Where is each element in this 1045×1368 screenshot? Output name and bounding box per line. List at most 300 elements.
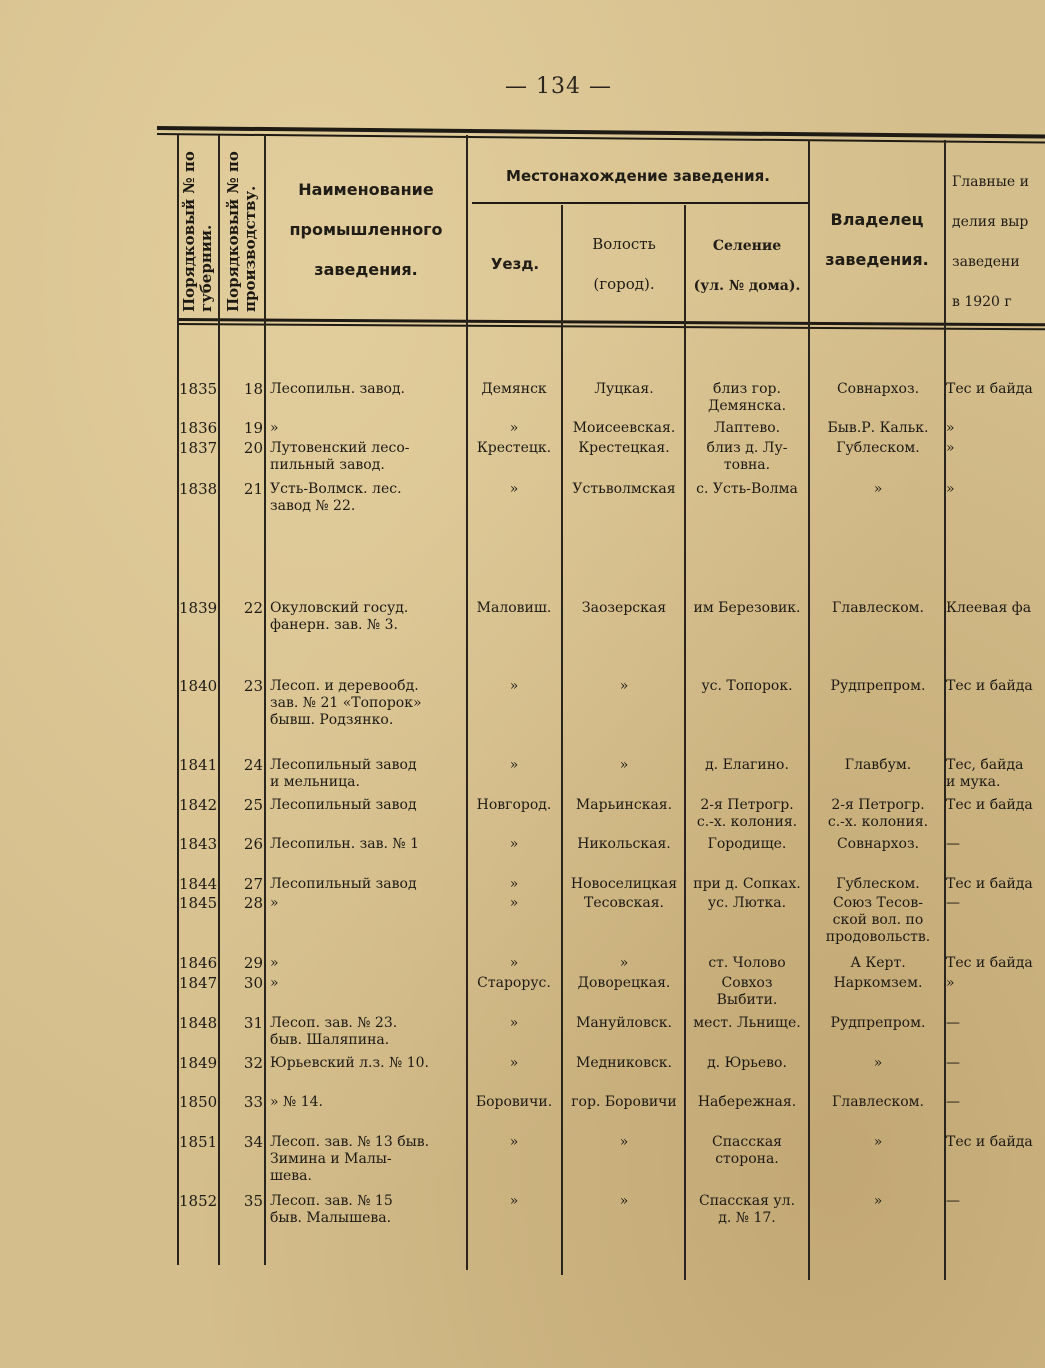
cell-line: 22: [243, 599, 263, 617]
cell-selenie: [684, 481, 810, 498]
cell-line: Боровичи.: [475, 1094, 553, 1110]
header-products-line4: в 1920 г: [952, 294, 1012, 310]
cell-line: д. Елагино.: [705, 757, 789, 773]
cell-line: Лесоп. зав. № 15: [270, 1193, 393, 1209]
cell-line: »: [873, 481, 883, 497]
cell-n1: [179, 955, 221, 972]
cell-line: »: [509, 1015, 519, 1031]
header-volost: [564, 224, 684, 304]
cell-volost: [562, 381, 686, 398]
cell-prod: [946, 836, 1045, 853]
cell-volost: [562, 797, 686, 814]
cell-n1: [179, 1015, 221, 1032]
cell-line: »: [509, 481, 519, 497]
header-col1: [181, 151, 215, 312]
cell-n1: [179, 757, 221, 774]
cell-line: 28: [243, 894, 263, 912]
cell-line: 1842: [179, 796, 218, 814]
cell-line: »: [619, 1134, 629, 1150]
cell-line: 1838: [179, 480, 218, 498]
cell-uezd: [466, 600, 562, 617]
cell-line: быв. Малышева.: [270, 1210, 392, 1226]
cell-n1: [179, 836, 221, 853]
cell-line: Союз Тесов-: [833, 895, 923, 911]
cell-line: Устьволмская: [572, 481, 676, 497]
cell-line: »: [619, 757, 629, 773]
cell-line: 1845: [179, 894, 218, 912]
cell-line: 25: [243, 796, 263, 814]
cell-volost: [562, 1134, 686, 1151]
cell-volost: [562, 1055, 686, 1072]
cell-line: 29: [243, 954, 263, 972]
cell-line: 1851: [179, 1133, 218, 1151]
cell-line: Зимина и Малы-: [270, 1151, 392, 1167]
cell-owner: [810, 1094, 946, 1111]
cell-n1: [179, 876, 221, 893]
cell-uezd: [466, 955, 562, 972]
header-owner: [811, 200, 943, 280]
cell-line: Заозерская: [581, 600, 667, 616]
cell-n2: [221, 757, 263, 774]
cell-owner: [810, 600, 946, 617]
cell-n1: [179, 975, 221, 992]
cell-selenie: [684, 797, 810, 831]
cell-line: Совнархоз.: [836, 381, 920, 397]
cell-line: 20: [243, 439, 263, 457]
cell-line: 32: [243, 1054, 263, 1072]
cell-name: [270, 420, 464, 437]
cell-volost: [562, 678, 686, 695]
cell-line: близ гор.: [713, 381, 781, 397]
cell-line: 31: [243, 1014, 263, 1032]
header-selenie-line1: Селение: [712, 238, 782, 254]
cell-name: [270, 440, 464, 474]
cell-line: Лутовенский лесо-: [270, 440, 410, 456]
cell-line: »: [946, 481, 955, 497]
cell-uezd: [466, 481, 562, 498]
cell-line: 1836: [179, 419, 218, 437]
cell-n1: [179, 678, 221, 695]
cell-owner: [810, 895, 946, 946]
cell-line: Совнархоз.: [836, 836, 920, 852]
cell-line: Новгород.: [476, 797, 552, 813]
cell-line: ской вол. по: [832, 912, 924, 928]
cell-line: —: [946, 1015, 960, 1031]
col-rule-4: [561, 205, 563, 1275]
cell-volost: [562, 1094, 686, 1111]
cell-line: Новоселицкая: [570, 876, 678, 892]
cell-n1: [179, 1193, 221, 1210]
cell-line: фанерн. зав. № 3.: [270, 617, 398, 633]
header-uezd: Уезд.: [490, 255, 540, 273]
cell-n2: [221, 481, 263, 498]
cell-line: Главбум.: [844, 757, 912, 773]
header-col1-line1: Порядковый № по: [180, 151, 198, 312]
cell-n2: [221, 797, 263, 814]
cell-n2: [221, 678, 263, 695]
location-subheader-rule: [472, 202, 808, 204]
cell-line: Наркомзем.: [833, 975, 923, 991]
cell-n2: [221, 836, 263, 853]
header-name: [268, 170, 464, 290]
cell-uezd: [466, 381, 562, 398]
cell-n1: [179, 381, 221, 398]
cell-line: 19: [243, 419, 263, 437]
header-volost-line1: Волость: [592, 235, 656, 253]
cell-selenie: [684, 440, 810, 474]
cell-line: А Керт.: [850, 955, 906, 971]
cell-selenie: [684, 420, 810, 437]
cell-line: »: [509, 876, 519, 892]
cell-line: Клеевая фа: [946, 600, 1032, 616]
cell-owner: [810, 797, 946, 831]
header-products: [952, 162, 1045, 322]
cell-uezd: [466, 757, 562, 774]
cell-line: Лесопильный завод: [270, 797, 417, 813]
cell-volost: [562, 481, 686, 498]
cell-line: 1846: [179, 954, 218, 972]
cell-name: [270, 1015, 464, 1049]
cell-line: сторона.: [715, 1151, 779, 1167]
cell-line: 1840: [179, 677, 218, 695]
cell-line: 21: [243, 480, 263, 498]
cell-line: 35: [243, 1192, 263, 1210]
cell-line: 2-я Петрогр.: [831, 797, 925, 813]
cell-line: близ д. Лу-: [706, 440, 788, 456]
cell-line: 27: [243, 875, 263, 893]
cell-line: Совхоз: [721, 975, 773, 991]
header-selenie-line2: (ул. № дома).: [693, 278, 801, 294]
cell-line: Тес и байда: [946, 678, 1033, 694]
cell-name: [270, 1055, 464, 1072]
cell-n2: [221, 1134, 263, 1151]
cell-prod: [946, 440, 1045, 457]
cell-line: товна.: [723, 457, 771, 473]
cell-uezd: [466, 876, 562, 893]
header-col1-line2: губернии.: [197, 224, 215, 312]
cell-owner: [810, 975, 946, 992]
cell-selenie: [684, 678, 810, 695]
cell-line: Главлеском.: [832, 1094, 924, 1110]
cell-selenie: [684, 876, 810, 893]
cell-uezd: [466, 1094, 562, 1111]
cell-n1: [179, 420, 221, 437]
cell-line: Демянска.: [707, 398, 787, 414]
cell-prod: [946, 797, 1045, 814]
cell-line: с.-х. колония.: [696, 814, 798, 830]
cell-owner: [810, 1193, 946, 1210]
cell-line: Моисеевская.: [572, 420, 676, 436]
cell-name: [270, 678, 464, 729]
cell-line: Тес и байда: [946, 381, 1033, 397]
cell-line: —: [946, 836, 960, 852]
cell-name: [270, 876, 464, 893]
cell-line: 24: [243, 756, 263, 774]
cell-line: 34: [243, 1133, 263, 1151]
cell-line: »: [619, 678, 629, 694]
header-location: Местонахождение заведения.: [506, 167, 770, 185]
cell-line: » № 14.: [270, 1094, 323, 1110]
cell-line: Спасская: [712, 1134, 782, 1150]
cell-line: Тес и байда: [946, 876, 1033, 892]
cell-line: Усть-Волмск. лес.: [270, 481, 402, 497]
cell-line: —: [946, 1094, 960, 1110]
cell-line: продовольств.: [825, 929, 931, 945]
cell-line: 1839: [179, 599, 218, 617]
cell-selenie: [684, 757, 810, 774]
cell-uezd: [466, 420, 562, 437]
cell-line: Луцкая.: [594, 381, 654, 397]
cell-name: [270, 1134, 464, 1185]
cell-line: 30: [243, 974, 263, 992]
cell-n1: [179, 481, 221, 498]
cell-selenie: [684, 975, 810, 1009]
cell-line: Гублеском.: [836, 876, 920, 892]
header-products-line1: Главные и: [952, 174, 1029, 190]
cell-owner: [810, 381, 946, 398]
cell-name: [270, 381, 464, 398]
cell-selenie: [684, 836, 810, 853]
cell-prod: [946, 876, 1045, 893]
header-col2: [225, 151, 259, 312]
cell-line: Лесопильный завод: [270, 876, 417, 892]
cell-line: »: [270, 975, 279, 991]
cell-line: 1848: [179, 1014, 218, 1032]
cell-n2: [221, 1015, 263, 1032]
cell-n1: [179, 895, 221, 912]
cell-volost: [562, 1015, 686, 1032]
cell-prod: [946, 975, 1045, 992]
cell-volost: [562, 1193, 686, 1210]
cell-volost: [562, 836, 686, 853]
cell-volost: [562, 600, 686, 617]
cell-prod: [946, 1193, 1045, 1210]
cell-selenie: [684, 895, 810, 912]
cell-volost: [562, 757, 686, 774]
cell-line: д. Юрьево.: [707, 1055, 787, 1071]
cell-n2: [221, 1094, 263, 1111]
cell-line: быв. Шаляпина.: [270, 1032, 390, 1048]
cell-prod: [946, 381, 1045, 398]
cell-line: ус. Лютка.: [707, 895, 787, 911]
cell-line: »: [509, 1134, 519, 1150]
cell-line: Тесовская.: [584, 895, 664, 911]
col-rule-5: [684, 205, 686, 1280]
cell-name: [270, 1094, 464, 1111]
cell-line: Рудпрепром.: [830, 678, 926, 694]
cell-line: »: [946, 975, 955, 991]
page-number: — 134 —: [505, 74, 612, 99]
cell-prod: [946, 955, 1045, 972]
cell-line: при д. Сопках.: [693, 876, 801, 892]
cell-line: 1837: [179, 439, 218, 457]
cell-line: 1835: [179, 380, 218, 398]
cell-volost: [562, 955, 686, 972]
cell-line: Лесопильн. зав. № 1: [270, 836, 420, 852]
cell-prod: [946, 481, 1045, 498]
cell-name: [270, 895, 464, 912]
col-rule-2: [264, 135, 266, 1265]
cell-n2: [221, 600, 263, 617]
cell-uezd: [466, 1193, 562, 1210]
cell-line: »: [946, 440, 955, 456]
cell-line: »: [946, 420, 955, 436]
cell-selenie: [684, 1134, 810, 1168]
cell-line: Набережная.: [697, 1094, 797, 1110]
cell-line: 18: [243, 380, 263, 398]
cell-n1: [179, 440, 221, 457]
cell-name: [270, 797, 464, 814]
header-products-line2: делия выр: [952, 214, 1029, 230]
cell-prod: [946, 600, 1045, 617]
cell-n1: [179, 1134, 221, 1151]
cell-prod: [946, 1015, 1045, 1032]
cell-line: бывш. Родзянко.: [270, 712, 394, 728]
cell-uezd: [466, 975, 562, 992]
cell-line: »: [873, 1134, 883, 1150]
cell-volost: [562, 895, 686, 912]
cell-line: Тес и байда: [946, 797, 1033, 813]
cell-n1: [179, 600, 221, 617]
cell-line: »: [509, 955, 519, 971]
cell-owner: [810, 757, 946, 774]
cell-selenie: [684, 600, 810, 617]
cell-line: Крестецк.: [476, 440, 552, 456]
cell-line: Главлеском.: [832, 600, 924, 616]
cell-line: Лесопильный завод: [270, 757, 417, 773]
header-volost-line2: (город).: [593, 275, 655, 293]
cell-owner: [810, 440, 946, 457]
cell-line: Маловиш.: [476, 600, 552, 616]
header-selenie: [687, 226, 807, 306]
cell-prod: [946, 420, 1045, 437]
header-name-line3: заведения.: [314, 260, 418, 279]
cell-line: Марьинская.: [575, 797, 673, 813]
cell-line: 1841: [179, 756, 218, 774]
cell-uezd: [466, 895, 562, 912]
cell-n2: [221, 955, 263, 972]
cell-line: Лесопильн. завод.: [270, 381, 406, 397]
cell-line: 1849: [179, 1054, 218, 1072]
cell-line: »: [873, 1055, 883, 1071]
cell-prod: [946, 1055, 1045, 1072]
cell-name: [270, 757, 464, 791]
cell-prod: [946, 1094, 1045, 1111]
cell-line: —: [946, 1193, 960, 1209]
cell-uezd: [466, 1055, 562, 1072]
cell-line: Крестецкая.: [578, 440, 670, 456]
cell-owner: [810, 955, 946, 972]
cell-line: Никольская.: [577, 836, 671, 852]
cell-line: »: [270, 420, 279, 436]
cell-n1: [179, 1094, 221, 1111]
cell-line: 1844: [179, 875, 218, 893]
cell-n2: [221, 440, 263, 457]
cell-line: Мануйловск.: [576, 1015, 672, 1031]
cell-selenie: [684, 381, 810, 415]
cell-selenie: [684, 1193, 810, 1227]
cell-line: 1852: [179, 1192, 218, 1210]
cell-owner: [810, 876, 946, 893]
cell-line: Лаптево.: [713, 420, 781, 436]
cell-line: »: [509, 757, 519, 773]
cell-line: Рудпрепром.: [830, 1015, 926, 1031]
cell-line: 2-я Петрогр.: [700, 797, 794, 813]
cell-prod: [946, 1134, 1045, 1151]
cell-uezd: [466, 440, 562, 457]
cell-volost: [562, 440, 686, 457]
cell-line: Медниковск.: [575, 1055, 672, 1071]
cell-selenie: [684, 1055, 810, 1072]
cell-name: [270, 975, 464, 992]
cell-selenie: [684, 955, 810, 972]
cell-line: Окуловский госуд.: [270, 600, 409, 616]
cell-owner: [810, 420, 946, 437]
cell-line: Юрьевский л.з. № 10.: [270, 1055, 430, 1071]
cell-line: »: [619, 1193, 629, 1209]
cell-n2: [221, 1193, 263, 1210]
cell-line: с.-х. колония.: [827, 814, 929, 830]
cell-line: Спасская ул.: [698, 1193, 796, 1209]
cell-line: »: [270, 955, 279, 971]
cell-line: »: [509, 836, 519, 852]
cell-line: Выбити.: [716, 992, 778, 1008]
cell-line: »: [509, 678, 519, 694]
cell-owner: [810, 1055, 946, 1072]
cell-n2: [221, 876, 263, 893]
cell-line: »: [619, 955, 629, 971]
cell-n2: [221, 1055, 263, 1072]
cell-n2: [221, 895, 263, 912]
header-name-line1: Наименование: [298, 180, 434, 199]
cell-line: »: [509, 420, 519, 436]
header-owner-line2: заведения.: [825, 250, 929, 269]
cell-line: с. Усть-Волма: [696, 481, 798, 497]
header-name-line2: промышленного: [289, 220, 443, 239]
cell-line: »: [270, 895, 279, 911]
cell-uezd: [466, 1015, 562, 1032]
cell-line: Лесоп. зав. № 13 быв.: [270, 1134, 430, 1150]
cell-line: ст. Чолово: [708, 955, 786, 971]
cell-line: Старорус.: [477, 975, 551, 991]
cell-line: и мельница.: [270, 774, 360, 790]
cell-line: 1850: [179, 1093, 218, 1111]
cell-owner: [810, 1134, 946, 1151]
header-products-line3: заведени: [952, 254, 1020, 270]
cell-owner: [810, 836, 946, 853]
header-col2-line2: производству.: [241, 185, 259, 312]
cell-volost: [562, 876, 686, 893]
cell-uezd: [466, 678, 562, 695]
cell-n1: [179, 797, 221, 814]
cell-prod: [946, 895, 1045, 912]
cell-name: [270, 1193, 464, 1227]
cell-volost: [562, 975, 686, 992]
cell-line: »: [873, 1193, 883, 1209]
cell-line: пильный завод.: [270, 457, 385, 473]
cell-line: Тес и байда: [946, 955, 1033, 971]
cell-line: им Березовик.: [693, 600, 801, 616]
cell-line: гор. Боровичи: [571, 1094, 677, 1110]
cell-name: [270, 955, 464, 972]
cell-line: »: [509, 895, 519, 911]
cell-line: Демянск: [481, 381, 547, 397]
cell-line: Тес и байда: [946, 1134, 1033, 1150]
cell-name: [270, 481, 464, 515]
cell-uezd: [466, 836, 562, 853]
cell-volost: [562, 420, 686, 437]
cell-name: [270, 600, 464, 634]
